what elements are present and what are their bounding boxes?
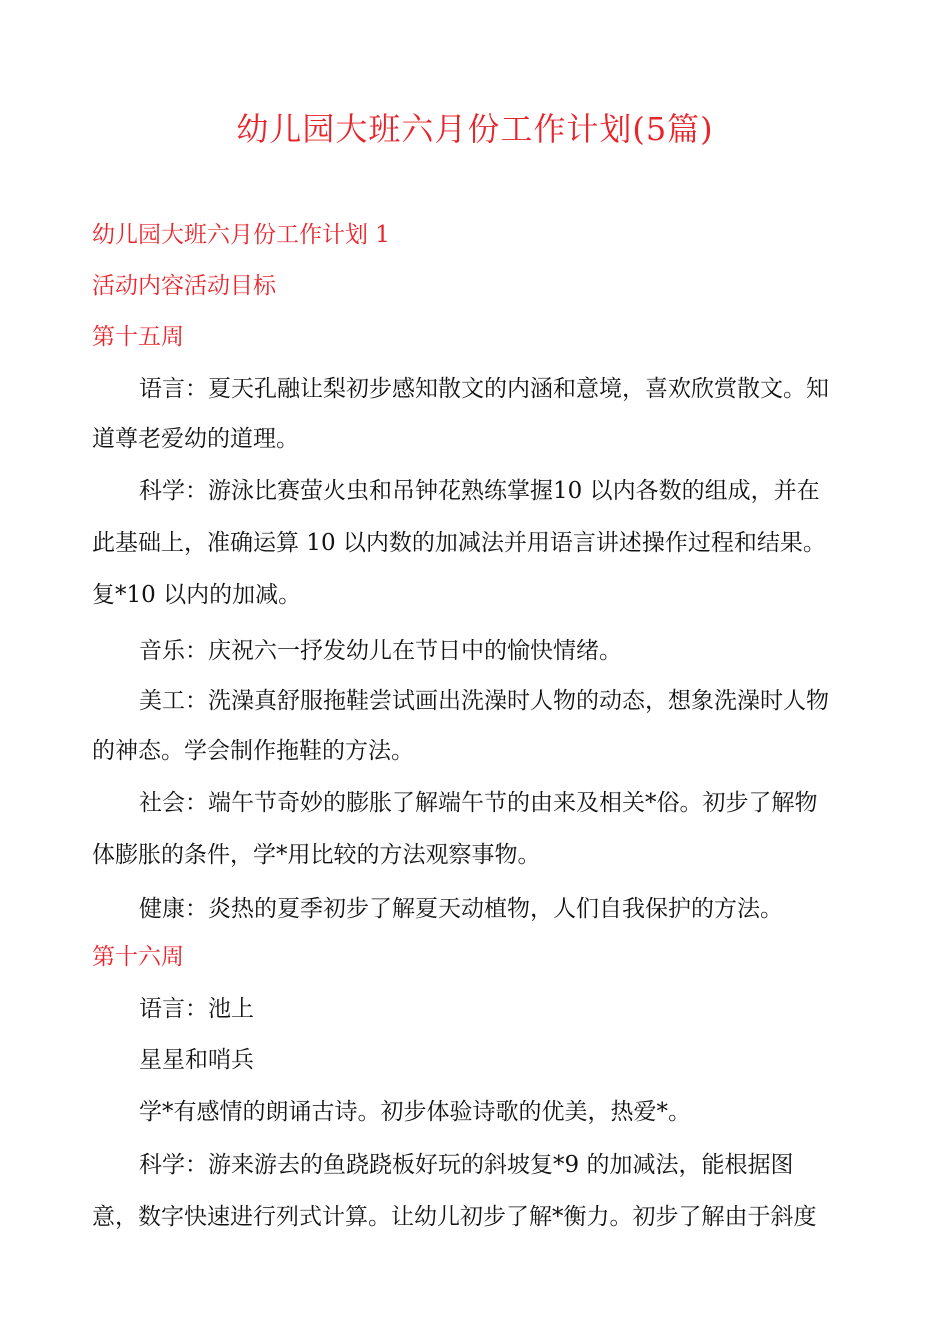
paragraph-line: 此基础上，准确运算 10 以内数的加减法并用语言讲述操作过程和结果。 [92, 530, 826, 556]
paragraph-line: 体膨胀的条件，学*用比较的方法观察事物。 [92, 842, 541, 868]
document-title: 幼儿园大班六月份工作计划(5篇) [236, 110, 714, 148]
week-label-16: 第十六周 [92, 944, 184, 970]
paragraph-line: 意，数字快速进行列式计算。让幼儿初步了解*衡力。初步了解由于斜度 [92, 1204, 817, 1230]
week-label-15: 第十五周 [92, 324, 184, 350]
paragraph-line: 学*有感情的朗诵古诗。初步体验诗歌的优美，热爱*。 [139, 1099, 691, 1125]
paragraph-line: 星星和哨兵 [139, 1047, 254, 1073]
paragraph-line: 音乐：庆祝六一抒发幼儿在节日中的愉快情绪。 [139, 638, 622, 664]
paragraph-line: 健康：炎热的夏季初步了解夏天动植物，人们自我保护的方法。 [139, 896, 783, 922]
paragraph-line: 语言：池上 [139, 996, 254, 1022]
paragraph-line: 道尊老爱幼的道理。 [92, 426, 299, 452]
section-title: 幼儿园大班六月份工作计划 1 [92, 222, 390, 248]
paragraph-line: 语言：夏天孔融让梨初步感知散文的内涵和意境，喜欢欣赏散文。知 [139, 376, 829, 402]
paragraph-line: 的神态。学会制作拖鞋的方法。 [92, 738, 414, 764]
paragraph-line: 科学：游泳比赛萤火虫和吊钟花熟练掌握10 以内各数的组成，并在 [139, 478, 820, 504]
paragraph-line: 复*10 以内的加减。 [92, 582, 302, 608]
subheading: 活动内容活动目标 [92, 273, 276, 299]
paragraph-line: 科学：游来游去的鱼跷跷板好玩的斜坡复*9 的加减法，能根据图 [139, 1152, 794, 1178]
paragraph-line: 美工：洗澡真舒服拖鞋尝试画出洗澡时人物的动态，想象洗澡时人物 [139, 688, 829, 714]
paragraph-line: 社会：端午节奇妙的膨胀了解端午节的由来及相关*俗。初步了解物 [139, 790, 818, 816]
